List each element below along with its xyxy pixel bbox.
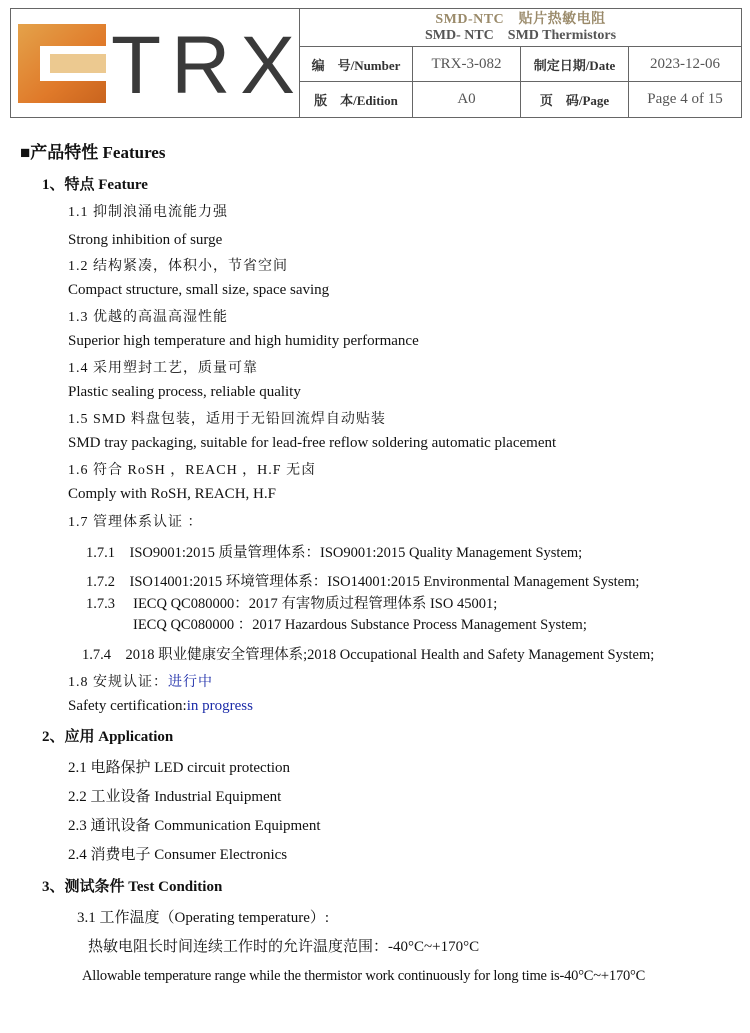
feature-1-cn: 1.1 抑制浪涌电流能力强 — [68, 205, 228, 220]
feature-4-en: Plastic sealing process, reliable quality — [68, 384, 301, 400]
title-english: SMD- NTC SMD Thermistors — [424, 28, 617, 43]
document-header — [10, 8, 742, 118]
feature-8-en — [68, 696, 253, 716]
feature-1-en: Strong inhibition of surge — [68, 232, 223, 248]
feature-7-3a: 1.7.3 IECQ QC080000：2017 有害物质过程管理体系 ISO 45001; — [86, 596, 498, 612]
company-logo — [11, 9, 305, 117]
number-value: TRX-3-082 — [413, 47, 521, 81]
application-1: 2.1 电路保护 LED circuit protection — [68, 760, 291, 776]
feature-5-cn: 1.5 SMD 料盘包装，适用于无铅回流焊自动贴装 — [68, 412, 386, 427]
application-3: 2.3 通讯设备 Communication Equipment — [68, 818, 321, 834]
feature-7-4: 1.7.4 2018 职业健康安全管理体系;2018 Occupational Health and Safety Management System; — [82, 647, 655, 663]
feature-4-cn: 1.4 采用塑封工艺，质量可靠 — [68, 361, 258, 376]
test-1-title: 3.1 工作温度（Operating temperature）: — [77, 910, 330, 926]
feature-3-cn: 1.3 优越的高温高湿性能 — [68, 310, 228, 325]
header-row-number — [300, 47, 741, 82]
application-4: 2.4 消费电子 Consumer Electronics — [68, 847, 288, 863]
feature-5-en: SMD tray packaging, suitable for lead-free reflow soldering automatic placement — [68, 435, 557, 451]
date-value: 2023-12-06 — [650, 55, 720, 72]
feature-2-cn: 1.2 结构紧凑，体积小，节省空间 — [68, 259, 288, 274]
logo-mark-icon — [18, 24, 108, 103]
section-title: ■产品特性 Features — [20, 143, 166, 162]
page-label: 页 码/Page — [521, 82, 629, 117]
feature-2-en: Compact structure, small size, space saving — [68, 282, 330, 298]
feature-8-cn — [68, 673, 213, 693]
feature-3-en: Superior high temperature and high humidity performance — [68, 333, 419, 349]
feature-heading: 1、特点 Feature — [42, 177, 148, 193]
feature-6-en: Comply with RoSH, REACH, H.F — [68, 486, 276, 502]
feature-8-cn-status: 进行中 — [168, 675, 213, 690]
edition-value: A0 — [413, 82, 521, 117]
document-title — [300, 9, 741, 47]
title-chinese: SMD-NTC 贴片热敏电阻 — [435, 12, 606, 27]
logo-text: TRX — [111, 20, 305, 111]
date-label: 制定日期/Date — [521, 47, 629, 81]
number-label: 编 号/Number — [300, 47, 413, 81]
application-heading: 2、应用 Application — [42, 729, 174, 745]
feature-8-cn-label: 1.8 安规认证： — [68, 675, 168, 690]
application-2: 2.2 工业设备 Industrial Equipment — [68, 789, 282, 805]
test-1-en: Allowable temperature range while the thermistor work continuously for long time is-40°C~+170°C — [82, 968, 646, 984]
feature-8-en-status: in progress — [186, 698, 253, 714]
test-1-cn: 热敏电阻长时间连续工作时的允许温度范围：-40°C~+170°C — [88, 939, 480, 955]
feature-7-1: 1.7.1 ISO9001:2015 质量管理体系：ISO9001:2015 Quality Management System; — [86, 545, 583, 561]
feature-8-en-label: Safety certification: — [68, 698, 187, 714]
feature-7-2: 1.7.2 ISO14001:2015 环境管理体系：ISO14001:2015 Environmental Management System; — [86, 574, 640, 590]
page-value: Page 4 of 15 — [647, 91, 723, 107]
feature-6-cn: 1.6 符合 RoSH ，REACH ，H.F 无卤 — [68, 463, 317, 478]
edition-label: 版 本/Edition — [300, 82, 413, 117]
test-heading: 3、测试条件 Test Condition — [42, 879, 223, 895]
feature-7-cn: 1.7 管理体系认证 ： — [68, 515, 203, 530]
header-row-edition — [300, 82, 741, 117]
feature-7-3b: IECQ QC080000 ：2017 Hazardous Substance Process Management System; — [133, 617, 587, 633]
